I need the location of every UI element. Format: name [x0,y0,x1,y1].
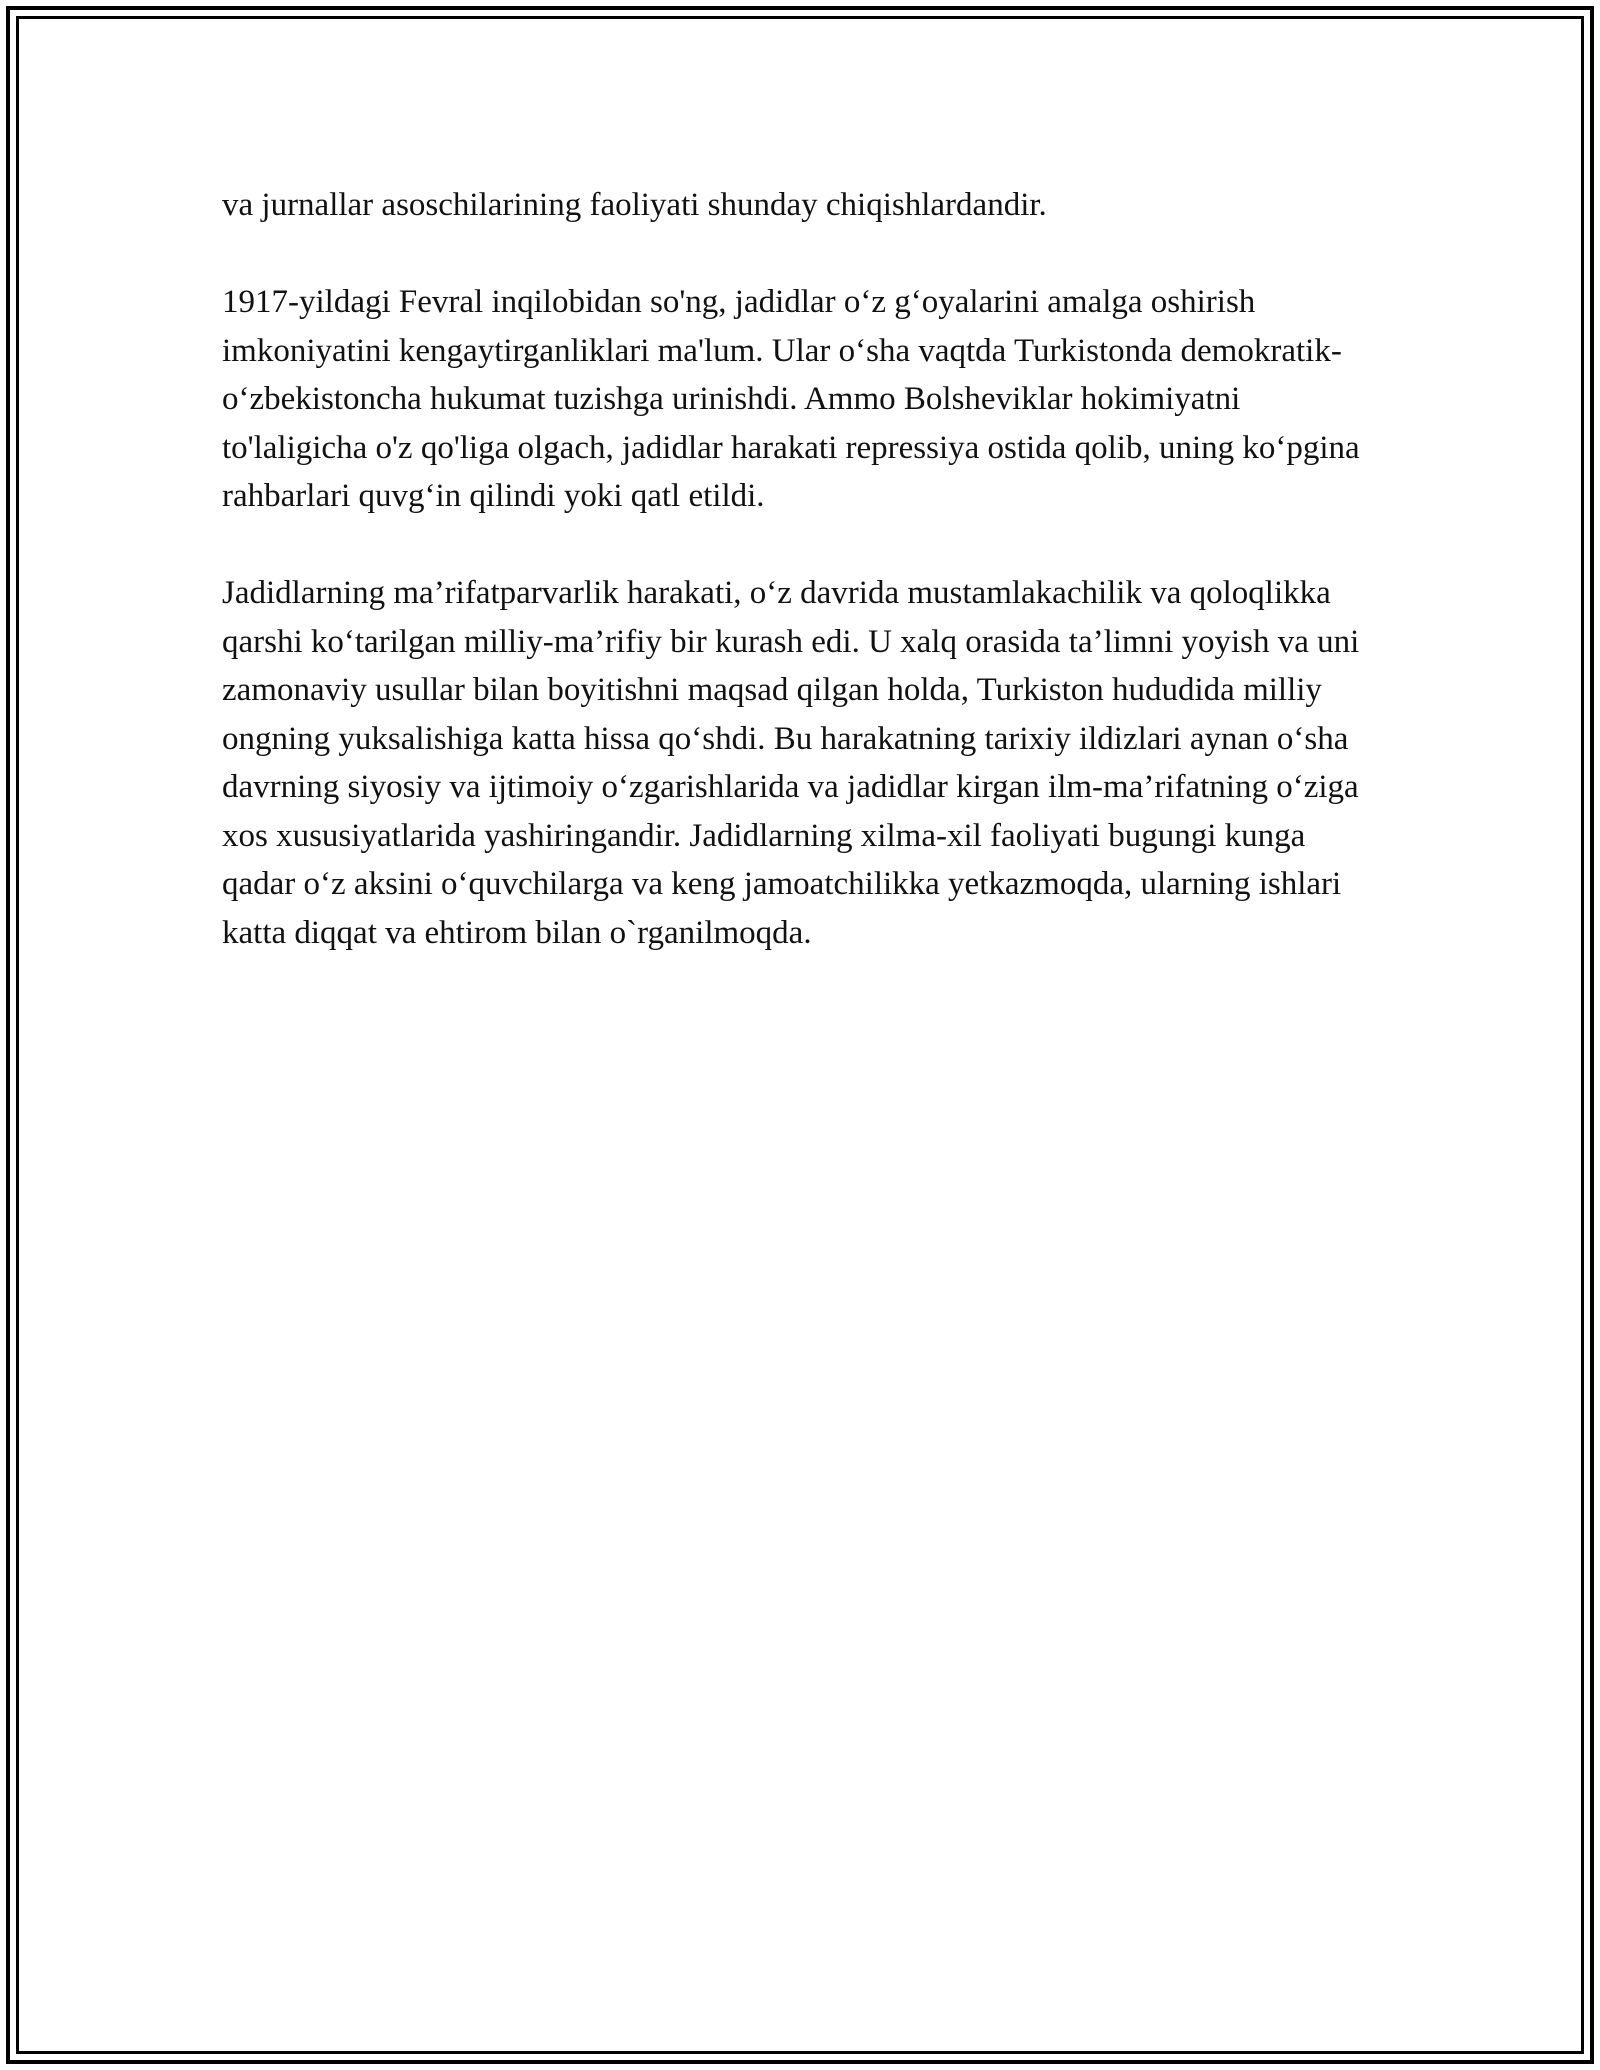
paragraph-3: Jadidlarning ma’rifatparvarlik harakati, o‘z davrida mustamlakachilik va qoloqlikka qarshi ko‘tarilgan milliy-ma’rifiy bir kurash edi. U xalq orasida ta’limni yoyish va uni zamonaviy usullar bilan boyitishni maqsad qilgan holda, Turkiston hududida milliy ongning yuksalishiga katta hissa qo‘shdi. Bu harakatning tarixiy ildizlari aynan o‘sha davrning siyosiy va ijtimoiy o‘zgarishlarida va jadidlar kirgan ilm-ma’rifatning o‘ziga xos xususiyatlarida yashiringandir. Jadidlarning xilma-xil faoliyati bugungi kunga qadar o‘z aksini o‘quvchilarga va keng jamoatchilikka yetkazmoqda, ularning ishlari katta diqqat va ehtirom bilan o`rganilmoqda. [222,575,1360,951]
document-body [222,181,1362,1006]
paragraph-2: 1917-yildagi Fevral inqilobidan so'ng, jadidlar o‘z g‘oyalarini amalga oshirish imkoniyatini kengaytirganliklari ma'lum. Ular o‘sha vaqtda Turkistonda demokratik-o‘zbekistoncha hukumat tuzishga urinishdi. Ammo Bolsheviklar hokimiyatni to'laligicha o'z qo'liga olgach, jadidlar harakati repressiya ostida qolib, uning ko‘pgina rahbarlari quvg‘in qilindi yoki qatl etildi. [222,284,1360,514]
paragraph-1: va jurnallar asoschilarining faoliyati shunday chiqishlardandir. [222,187,1047,223]
